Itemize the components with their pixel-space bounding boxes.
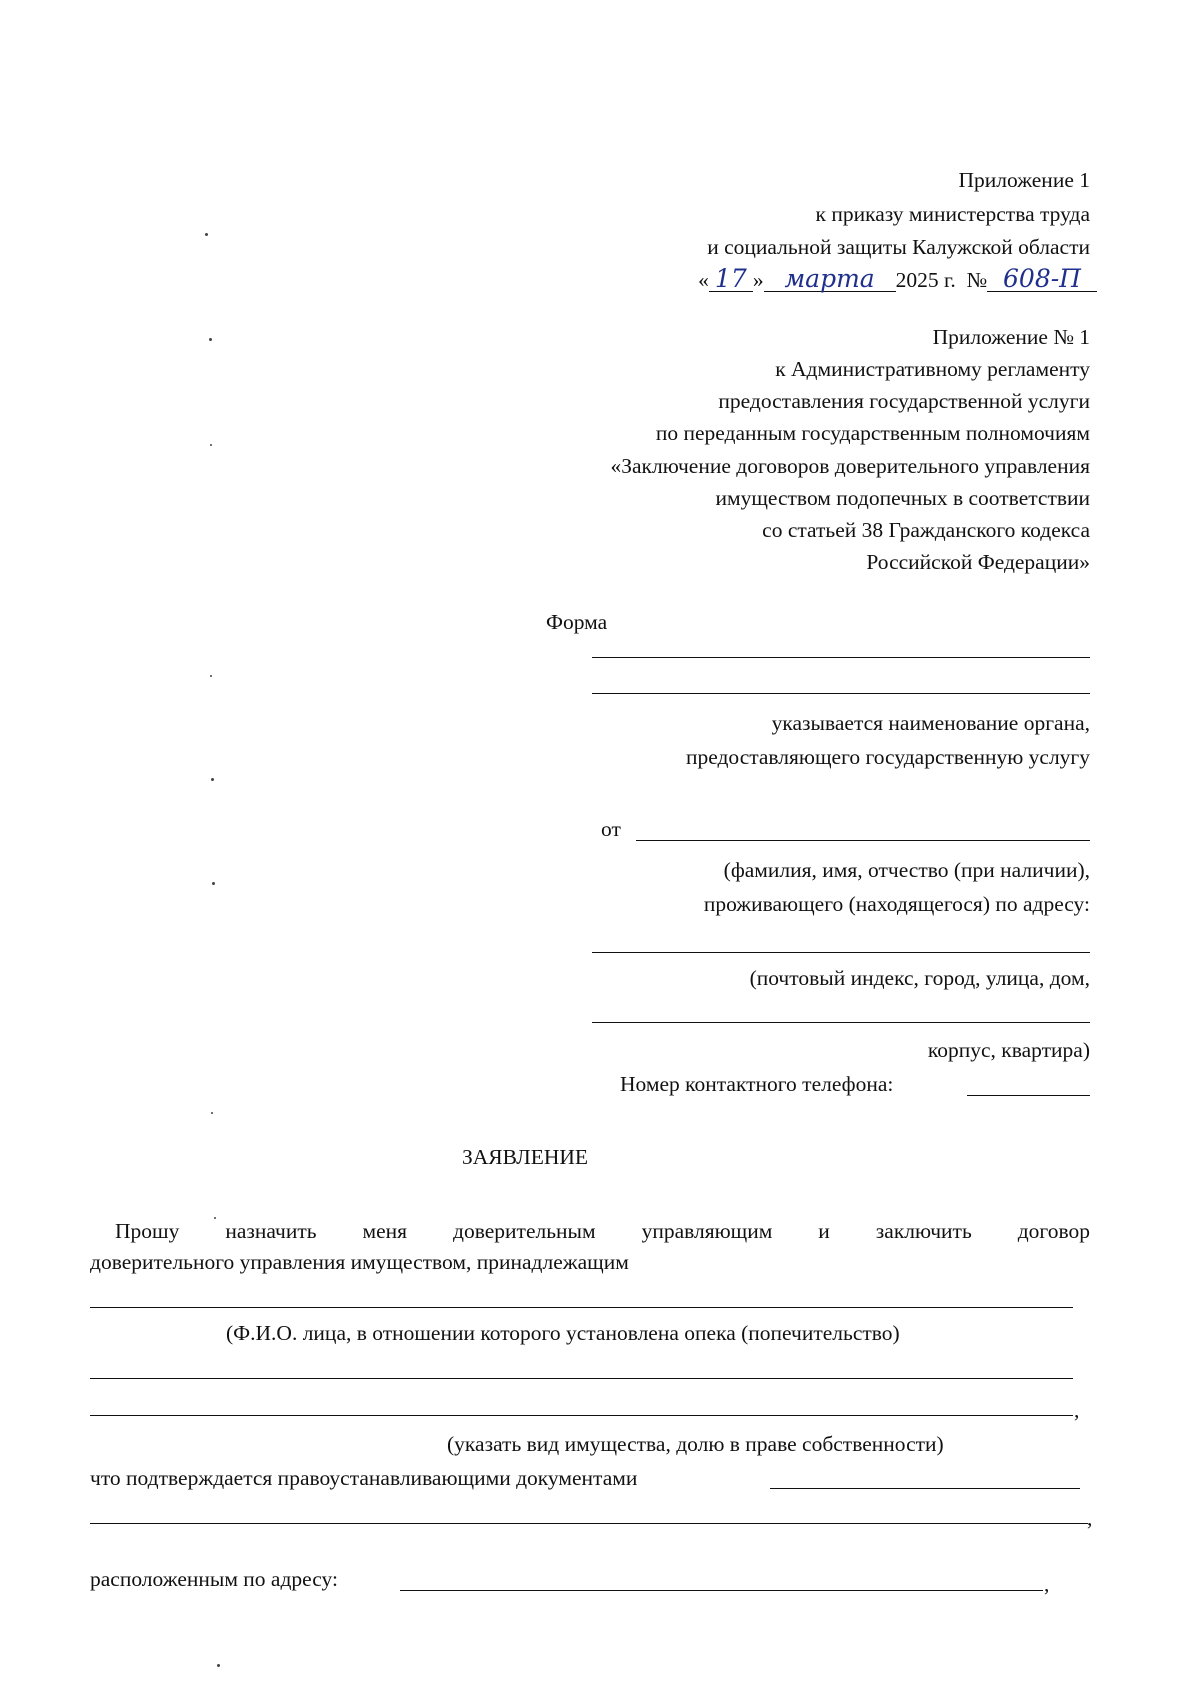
recipient-hint-2: предоставляющего государственную услугу xyxy=(685,745,1090,769)
applicant-name-line[interactable] xyxy=(636,840,1090,841)
order-appendix-title: Приложение 1 xyxy=(958,168,1090,192)
recipient-hint-1: указывается наименование органа, xyxy=(771,711,1090,735)
scan-speck xyxy=(212,882,215,885)
applicant-address-line-1[interactable] xyxy=(592,952,1090,953)
order-ministry: и социальной защиты Калужской области xyxy=(707,235,1090,259)
applicant-address-line-2[interactable] xyxy=(592,1022,1090,1023)
order-date-line: « 17 » марта 2025 г. № 608-П xyxy=(698,266,1097,292)
scan-speck xyxy=(217,1664,220,1667)
regulation-line-1: Приложение № 1 xyxy=(932,325,1090,349)
documents-line[interactable] xyxy=(770,1488,1080,1489)
order-month: марта xyxy=(764,266,896,292)
postal-hint: (почтовый индекс, город, улица, дом, xyxy=(749,966,1090,990)
ward-fio-hint: (Ф.И.О. лица, в отношении которого установлена опека (попечительство) xyxy=(226,1321,900,1345)
recipient-org-line-1[interactable] xyxy=(592,657,1090,658)
regulation-line-7: со статьей 38 Гражданского кодекса xyxy=(762,518,1090,542)
order-day: 17 xyxy=(709,266,753,292)
order-year: 2025 г. xyxy=(895,268,956,292)
phone-label: Номер контактного телефона: xyxy=(620,1072,894,1096)
applicant-fio-hint: (фамилия, имя, отчество (при наличии), xyxy=(723,858,1090,882)
property-hint: (указать вид имущества, долю в праве собственности) xyxy=(447,1432,944,1456)
order-reference: к приказу министерства труда xyxy=(815,202,1090,226)
form-label: Форма xyxy=(546,610,608,634)
order-number-label: № xyxy=(966,268,987,292)
documents-line-2[interactable] xyxy=(90,1523,1088,1524)
building-hint: корпус, квартира) xyxy=(927,1038,1090,1062)
regulation-line-4: по переданным государственным полномочиям xyxy=(655,421,1090,445)
scan-speck xyxy=(209,338,212,341)
ward-name-line[interactable] xyxy=(90,1307,1073,1308)
scan-speck xyxy=(210,444,212,446)
documents-label: что подтверждается правоустанавливающими документами xyxy=(90,1466,638,1490)
scan-speck xyxy=(211,1112,213,1114)
scan-speck xyxy=(210,675,212,677)
order-number: 608-П xyxy=(987,266,1097,292)
regulation-line-2: к Административному регламенту xyxy=(775,357,1090,381)
recipient-org-line-2[interactable] xyxy=(592,693,1090,694)
regulation-line-6: имуществом подопечных в соответствии xyxy=(715,486,1090,510)
regulation-line-3: предоставления государственной услуги xyxy=(718,389,1090,413)
from-label: от xyxy=(601,817,621,841)
scan-speck xyxy=(205,233,208,236)
document-page: Приложение 1 к приказу министерства труда и социальной защиты Калужской области « 17 » марта 2025 г. № 608-П Приложение № 1 к Административному регламенту предоставления государственной услуги по переданным государственным полномочиям «Заключение договоров доверительного управления имуществом подопечных в соответствии со статьей 38 Гражданского кодекса Российской Федерации» Форма указывается наименование органа, предоставляющего государственную услугу от (фамилия, имя, отчество (при наличии), проживающего (находящегося) по адресу: (почтовый индекс, город, улица, дом, корпус, квартира) Номер контактного телефона: ЗАЯВЛЕНИЕ Прошу назначить меня доверительным управляющим и заключить договор доверительного управления имуществом, принадлежащим (Ф.И.О. лица, в отношении которого установлена опека (попечительство) , (указать вид имущества, долю в праве собственности) что подтверждается правоустанавливающими документами , расположенным по адресу: , xyxy=(0,0,1200,1693)
property-line-1[interactable] xyxy=(90,1378,1073,1379)
property-address-line[interactable] xyxy=(400,1590,1043,1591)
address-label: расположенным по адресу: xyxy=(90,1567,338,1591)
regulation-line-8: Российской Федерации» xyxy=(866,550,1090,574)
phone-line[interactable] xyxy=(967,1095,1090,1096)
body-first-line: Прошу назначить меня доверительным управляющим и заключить договор xyxy=(115,1219,1090,1243)
applicant-address-hint: проживающего (находящегося) по адресу: xyxy=(703,892,1090,916)
regulation-line-5: «Заключение договоров доверительного управления xyxy=(610,454,1090,478)
property-line-2[interactable] xyxy=(90,1415,1073,1416)
document-title: ЗАЯВЛЕНИЕ xyxy=(462,1145,589,1169)
scan-speck xyxy=(214,1217,216,1219)
scan-speck xyxy=(211,778,214,781)
body-second-line: доверительного управления имуществом, принадлежащим xyxy=(90,1250,629,1274)
